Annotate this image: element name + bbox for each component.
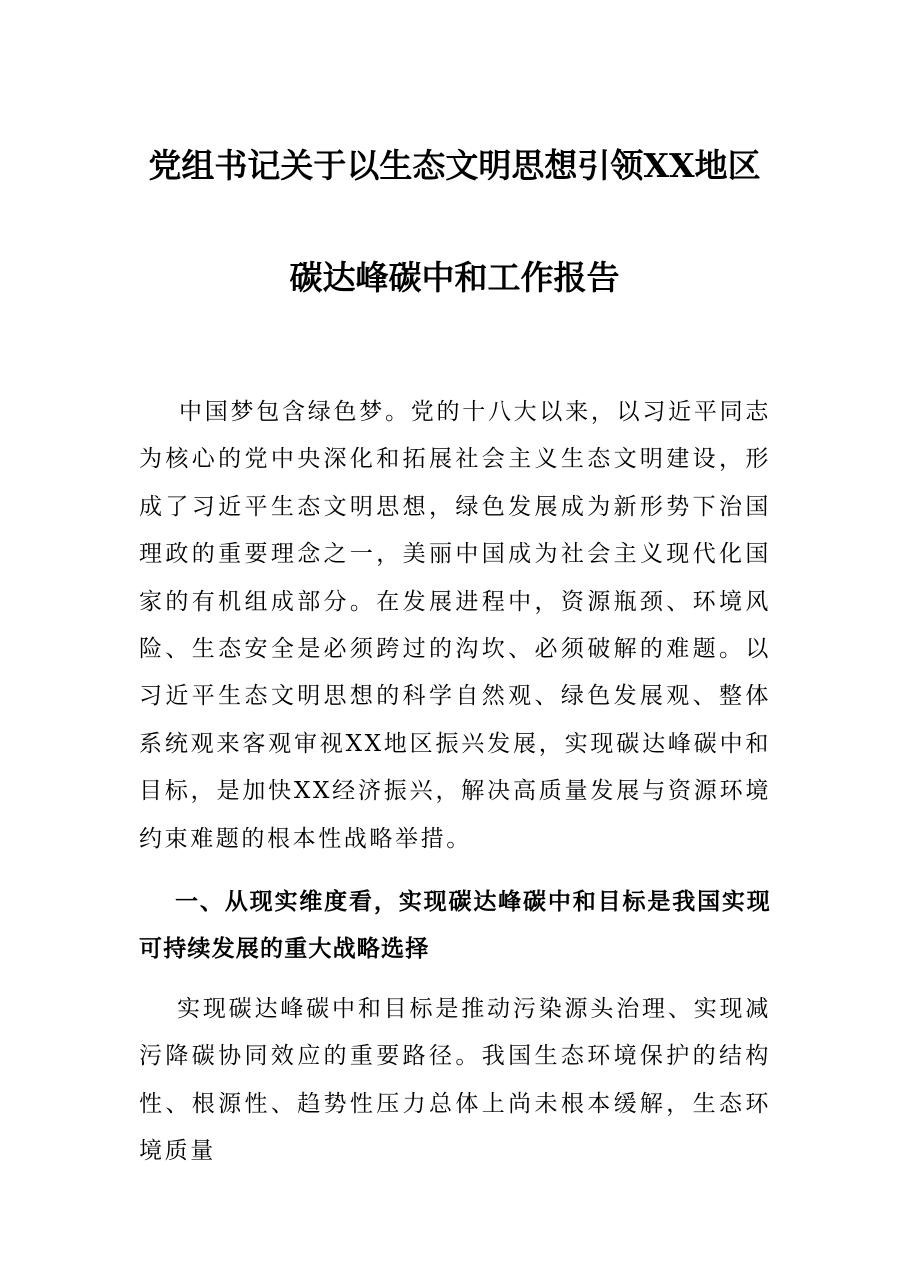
- body-paragraph-2: 实现碳达峰碳中和目标是推动污染源头治理、实现减污降碳协同效应的重要路径。我国生态环境保护的结构性、根源性、趋势性压力总体上尚未根本缓解，生态环境质量: [139, 996, 771, 1165]
- section-heading-1: 一、从现实维度看，实现碳达峰碳中和目标是我国实现可持续发展的重大战略选择: [139, 888, 771, 963]
- body-paragraph-1: 中国梦包含绿色梦。党的十八大以来，以习近平同志为核心的党中央深化和拓展社会主义生态文明建设，形成了习近平生态文明思想，绿色发展成为新形势下治国理政的重要理念之一，美丽中国成为社会主义现代化国家的有机组成部分。在发展进程中，资源瓶颈、环境风险、生态安全是必须跨过的沟坎、必须破解的难题。以习近平生态文明思想的科学自然观、绿色发展观、整体系统观来客观审视XX地区振兴发展，实现碳达峰碳中和目标，是加快XX经济振兴，解决高质量发展与资源环境约束难题的根本性战略举措。: [139, 399, 771, 852]
- document-title-line-2: 碳达峰碳中和工作报告: [289, 258, 620, 297]
- document-title-line-1: 党组书记关于以生态文明思想引领XX地区: [148, 146, 761, 185]
